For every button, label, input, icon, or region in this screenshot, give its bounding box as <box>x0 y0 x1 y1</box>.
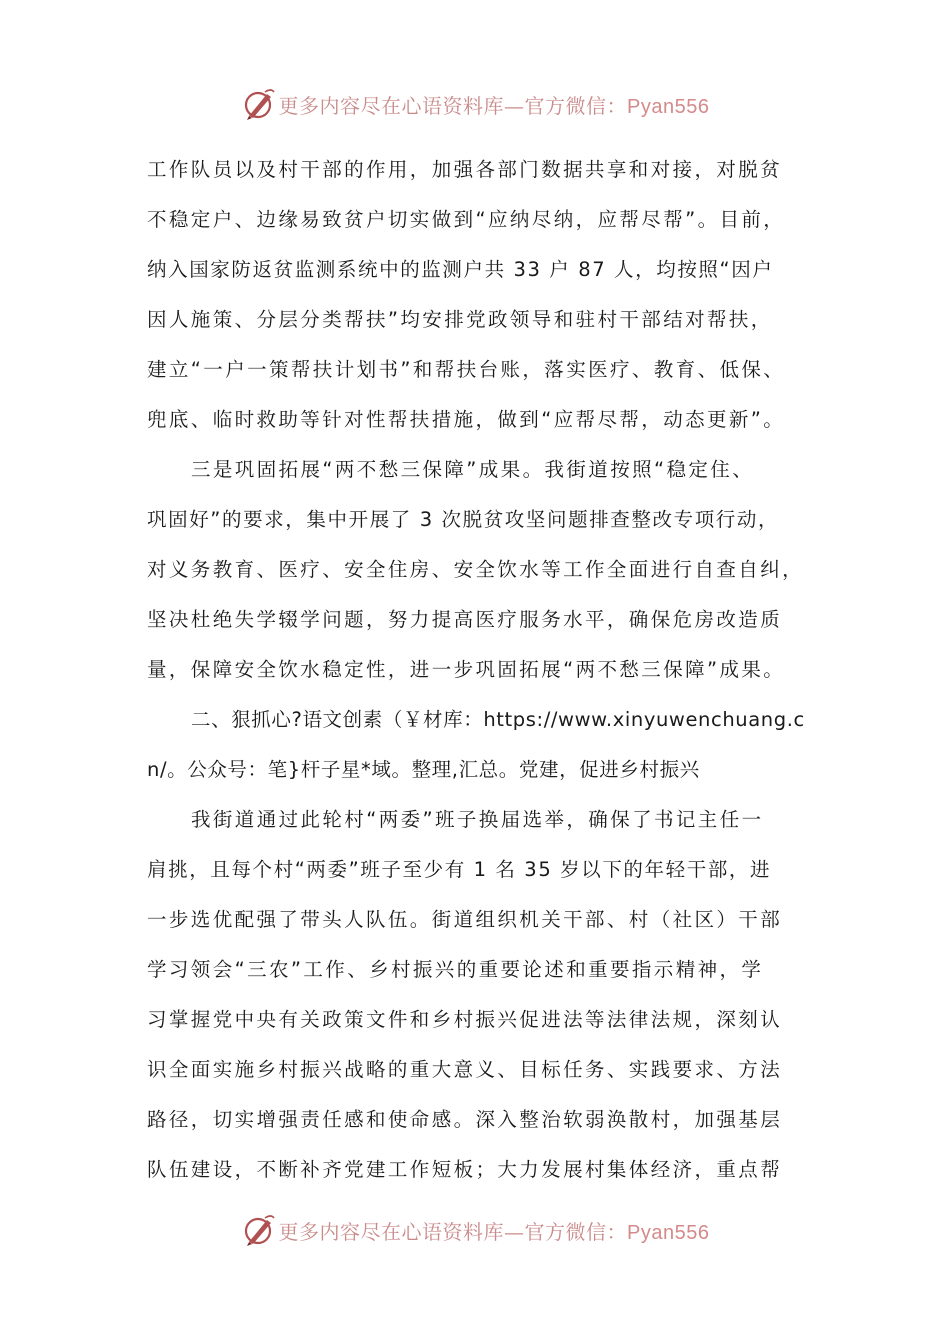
banner-text: 更多内容尽在心语资料库—官方微信：Pyan556 <box>278 93 710 118</box>
body-line: 学习领会“三农”工作、乡村振兴的重要论述和重要指示精神，学 <box>147 958 764 981</box>
banner-text: 更多内容尽在心语资料库—官方微信：Pyan556 <box>278 1219 710 1244</box>
body-line: 工作队员以及村干部的作用，加强各部门数据共享和对接，对脱贫 <box>147 158 783 181</box>
body-line: 队伍建设，不断补齐党建工作短板；大力发展村集体经济，重点帮 <box>147 1158 783 1181</box>
body-line: 路径，切实增强责任感和使命感。深入整治软弱涣散村，加强基层 <box>147 1108 783 1131</box>
pen-in-circle-icon <box>241 86 277 122</box>
header-watermark-banner <box>0 84 950 124</box>
footer-watermark-banner <box>0 1210 950 1250</box>
body-line: 识全面实施乡村振兴战略的重大意义、目标任务、实践要求、方法 <box>147 1058 783 1081</box>
body-line: 巩固好”的要求，集中开展了 3 次脱贫攻坚问题排查整改专项行动， <box>147 508 780 531</box>
body-line: 兜底、临时救助等针对性帮扶措施，做到“应帮尽帮，动态更新”。 <box>147 408 786 431</box>
document-body <box>147 145 819 1195</box>
body-line: 不稳定户、边缘易致贫户切实做到“应纳尽纳，应帮尽帮”。目前， <box>147 208 786 231</box>
pen-in-circle-icon <box>241 1212 277 1248</box>
section-heading-line: n/。公众号：笔}杆子星*域。整理,汇总。党建，促进乡村振兴 <box>147 758 700 781</box>
paragraph-start-line: 我街道通过此轮村“两委”班子换届选举，确保了书记主任一 <box>191 808 764 831</box>
body-line: 纳入国家防返贫监测系统中的监测户共 33 户 87 人，均按照“因户 <box>147 258 774 281</box>
paragraph-start-line: 三是巩固拓展“两不愁三保障”成果。我街道按照“稳定住、 <box>191 458 755 481</box>
body-line: 量，保障安全饮水稳定性，进一步巩固拓展“两不愁三保障”成果。 <box>147 658 786 681</box>
body-line: 建立“一户一策帮扶计划书”和帮扶台账，落实医疗、教育、低保、 <box>147 358 786 381</box>
body-line: 习掌握党中央有关政策文件和乡村振兴促进法等法律法规，深刻认 <box>147 1008 783 1031</box>
body-line: 对义务教育、医疗、安全住房、安全饮水等工作全面进行自查自纠， <box>147 558 805 581</box>
body-line: 因人施策、分层分类帮扶”均安排党政领导和驻村干部结对帮扶， <box>147 308 773 331</box>
body-line: 坚决杜绝失学辍学问题，努力提高医疗服务水平，确保危房改造质 <box>147 608 783 631</box>
body-line: 肩挑，且每个村“两委”班子至少有 1 名 35 岁以下的年轻干部，进 <box>147 858 772 881</box>
section-heading-line: 二、狠抓心?语文创素（￥材库：https://www.xinyuwenchuang.c <box>191 708 805 731</box>
body-line: 一步选优配强了带头人队伍。街道组织机关干部、村（社区）干部 <box>147 908 783 931</box>
